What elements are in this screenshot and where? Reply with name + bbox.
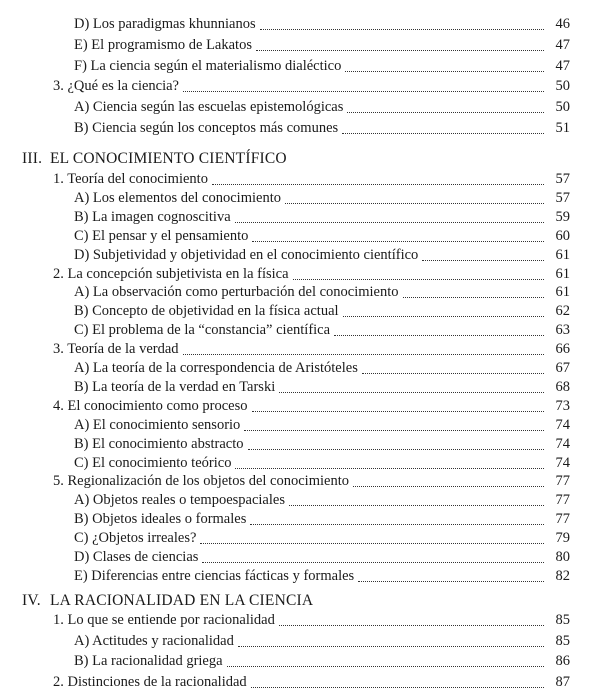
toc-page-number: 51 [555, 120, 570, 136]
toc-entry [0, 264, 600, 284]
toc-page-number: 85 [555, 632, 570, 649]
toc-entry-title: A) El conocimiento sensorio [74, 416, 241, 433]
toc-page-number: 46 [555, 16, 570, 32]
toc-entry-title: E) Diferencias entre ciencias fácticas y formales [74, 567, 355, 584]
toc-page-number: 74 [555, 435, 570, 452]
section-heading-iii [0, 148, 600, 170]
toc-page-number: 79 [555, 530, 570, 547]
dot-leader [238, 644, 544, 647]
toc-entry-title: 4. El conocimiento como proceso [53, 397, 248, 414]
toc-page-number: 77 [555, 473, 570, 490]
toc-entry [0, 509, 600, 529]
dot-leader [422, 258, 544, 261]
toc-page-number: 80 [555, 549, 570, 565]
toc-page-number: 50 [555, 78, 570, 95]
toc-page-number: 57 [555, 171, 570, 187]
toc-entry [0, 377, 600, 397]
toc-entry-title: D) Los paradigmas khunnianos [74, 16, 256, 32]
toc-entry-title: A) La teoría de la correspondencia de Aristóteles [74, 360, 358, 376]
toc-entry [0, 226, 600, 246]
dot-leader [260, 27, 544, 30]
toc-entry-title: A) La observación como perturbación del conocimiento [74, 284, 399, 301]
dot-leader [212, 182, 544, 185]
toc-page-number: 82 [555, 567, 570, 584]
toc-entry-title: 2. La concepción subjetivista en la física [53, 265, 289, 282]
dot-leader [342, 131, 544, 134]
toc-page-number: 77 [555, 511, 570, 528]
toc-entry [0, 490, 600, 510]
dot-leader [353, 484, 544, 487]
dot-leader [256, 48, 544, 51]
toc-entry [0, 56, 600, 76]
dot-leader [235, 466, 544, 469]
dot-leader [252, 409, 544, 412]
toc-page-number: 57 [555, 189, 570, 206]
toc-page-number: 63 [555, 322, 570, 339]
toc-page-number: 59 [555, 208, 570, 225]
dot-leader [403, 295, 544, 298]
toc-page-number: 61 [555, 265, 570, 282]
section-numeral: IV. [22, 592, 41, 609]
toc-entry-title: B) El conocimiento abstracto [74, 435, 244, 452]
toc-entry-title: 3. Teoría de la verdad [53, 341, 179, 358]
toc-entry-title: B) La racionalidad griega [74, 653, 223, 670]
dot-leader [334, 333, 544, 336]
toc-page-number: 61 [555, 284, 570, 301]
toc-entry-title: C) El conocimiento teórico [74, 454, 232, 471]
dot-leader [279, 390, 544, 393]
toc-page-number: 66 [555, 341, 570, 358]
dot-leader [235, 220, 544, 223]
toc-entry-title: D) Clases de ciencias [74, 549, 199, 565]
dot-leader [289, 503, 544, 506]
toc-page-number: 73 [555, 397, 570, 414]
toc-entry [0, 14, 600, 34]
toc-entry [0, 301, 600, 321]
dot-leader [248, 447, 544, 450]
dot-leader [293, 277, 544, 280]
toc-page-number: 86 [555, 653, 570, 670]
dot-leader [183, 352, 544, 355]
toc-entry-title: B) La imagen cognoscitiva [74, 208, 231, 225]
toc-entry-title: C) El pensar y el pensamiento [74, 227, 249, 244]
toc-entry [0, 207, 600, 227]
toc-entry-title: A) Los elementos del conocimiento [74, 189, 281, 206]
toc-entry [0, 471, 600, 491]
toc-entry-title: 2. Distinciones de la racionalidad [53, 674, 247, 691]
toc-page-number: 47 [555, 36, 570, 53]
toc-entry [0, 282, 600, 302]
toc-entry-title: A) Objetos reales o tempoespaciales [74, 492, 285, 509]
toc-page-number: 47 [555, 57, 570, 74]
toc-entry-title: B) Concepto de objetividad en la física actual [74, 303, 339, 320]
toc-entry-title: 1. Teoría del conocimiento [53, 171, 208, 187]
dot-leader [227, 664, 544, 667]
toc-page-number: 74 [555, 416, 570, 433]
toc-entry [0, 415, 600, 435]
dot-leader [244, 428, 544, 431]
dot-leader [202, 560, 544, 563]
toc-page-number: 68 [555, 378, 570, 395]
toc-page-number: 74 [555, 454, 570, 471]
toc-entry [0, 245, 600, 265]
toc-page-number: 61 [555, 246, 570, 263]
dot-leader [252, 239, 544, 242]
toc-entry-title: D) Subjetividad y objetividad en el conocimiento científico [74, 246, 419, 263]
toc-page-number: 87 [555, 674, 570, 691]
toc-entry-title: B) Ciencia según los conceptos más comunes [74, 120, 339, 136]
toc-entry [0, 358, 600, 378]
toc-entry [0, 672, 600, 692]
toc-page-number: 62 [555, 303, 570, 320]
toc-entry [0, 339, 600, 359]
toc-entry [0, 434, 600, 454]
toc-page-number: 77 [555, 492, 570, 509]
toc-entry [0, 97, 600, 117]
toc-page-number: 50 [555, 99, 570, 116]
toc-entry-title: E) El programismo de Lakatos [74, 36, 252, 53]
toc-entry [0, 396, 600, 416]
dot-leader [362, 371, 544, 374]
dot-leader [250, 522, 544, 525]
toc-entry [0, 35, 600, 55]
toc-page-number: 60 [555, 227, 570, 244]
dot-leader [285, 201, 544, 204]
toc-entry [0, 118, 600, 138]
toc-entry [0, 547, 600, 567]
toc-entry-title: F) La ciencia según el materialismo dialéctico [74, 57, 342, 74]
toc-entry [0, 651, 600, 671]
dot-leader [183, 89, 544, 92]
toc-page-number: 85 [555, 612, 570, 628]
section-title: LA RACIONALIDAD EN LA CIENCIA [50, 592, 314, 609]
toc-entry-title: A) Actitudes y racionalidad [74, 632, 234, 649]
toc-entry-title: B) La teoría de la verdad en Tarski [74, 378, 276, 395]
toc-entry [0, 76, 600, 96]
dot-leader [279, 623, 544, 626]
toc-entry [0, 320, 600, 340]
section-numeral: III. [22, 150, 43, 167]
toc-entry-title: 3. ¿Qué es la ciencia? [53, 78, 179, 95]
dot-leader [347, 110, 544, 113]
toc-entry-title: A) Ciencia según las escuelas epistemológicas [74, 99, 344, 116]
dot-leader [358, 579, 544, 582]
section-title: EL CONOCIMIENTO CIENTÍFICO [50, 150, 287, 167]
dot-leader [345, 69, 544, 72]
toc-entry-title: B) Objetos ideales o formales [74, 511, 247, 528]
toc-entry [0, 453, 600, 473]
toc-entry [0, 566, 600, 586]
toc-entry [0, 528, 600, 548]
dot-leader [251, 685, 544, 688]
toc-entry-title: C) ¿Objetos irreales? [74, 530, 197, 547]
section-heading-iv [0, 590, 600, 612]
dot-leader [343, 314, 544, 317]
toc-page-number: 67 [555, 360, 570, 376]
toc-entry-title: C) El problema de la “constancia” científica [74, 322, 331, 339]
toc-entry [0, 631, 600, 651]
toc-entry [0, 610, 600, 630]
toc-entry [0, 169, 600, 189]
toc-entry-title: 5. Regionalización de los objetos del conocimiento [53, 473, 349, 490]
toc-entry [0, 188, 600, 208]
dot-leader [200, 541, 544, 544]
toc-entry-title: 1. Lo que se entiende por racionalidad [53, 612, 275, 628]
